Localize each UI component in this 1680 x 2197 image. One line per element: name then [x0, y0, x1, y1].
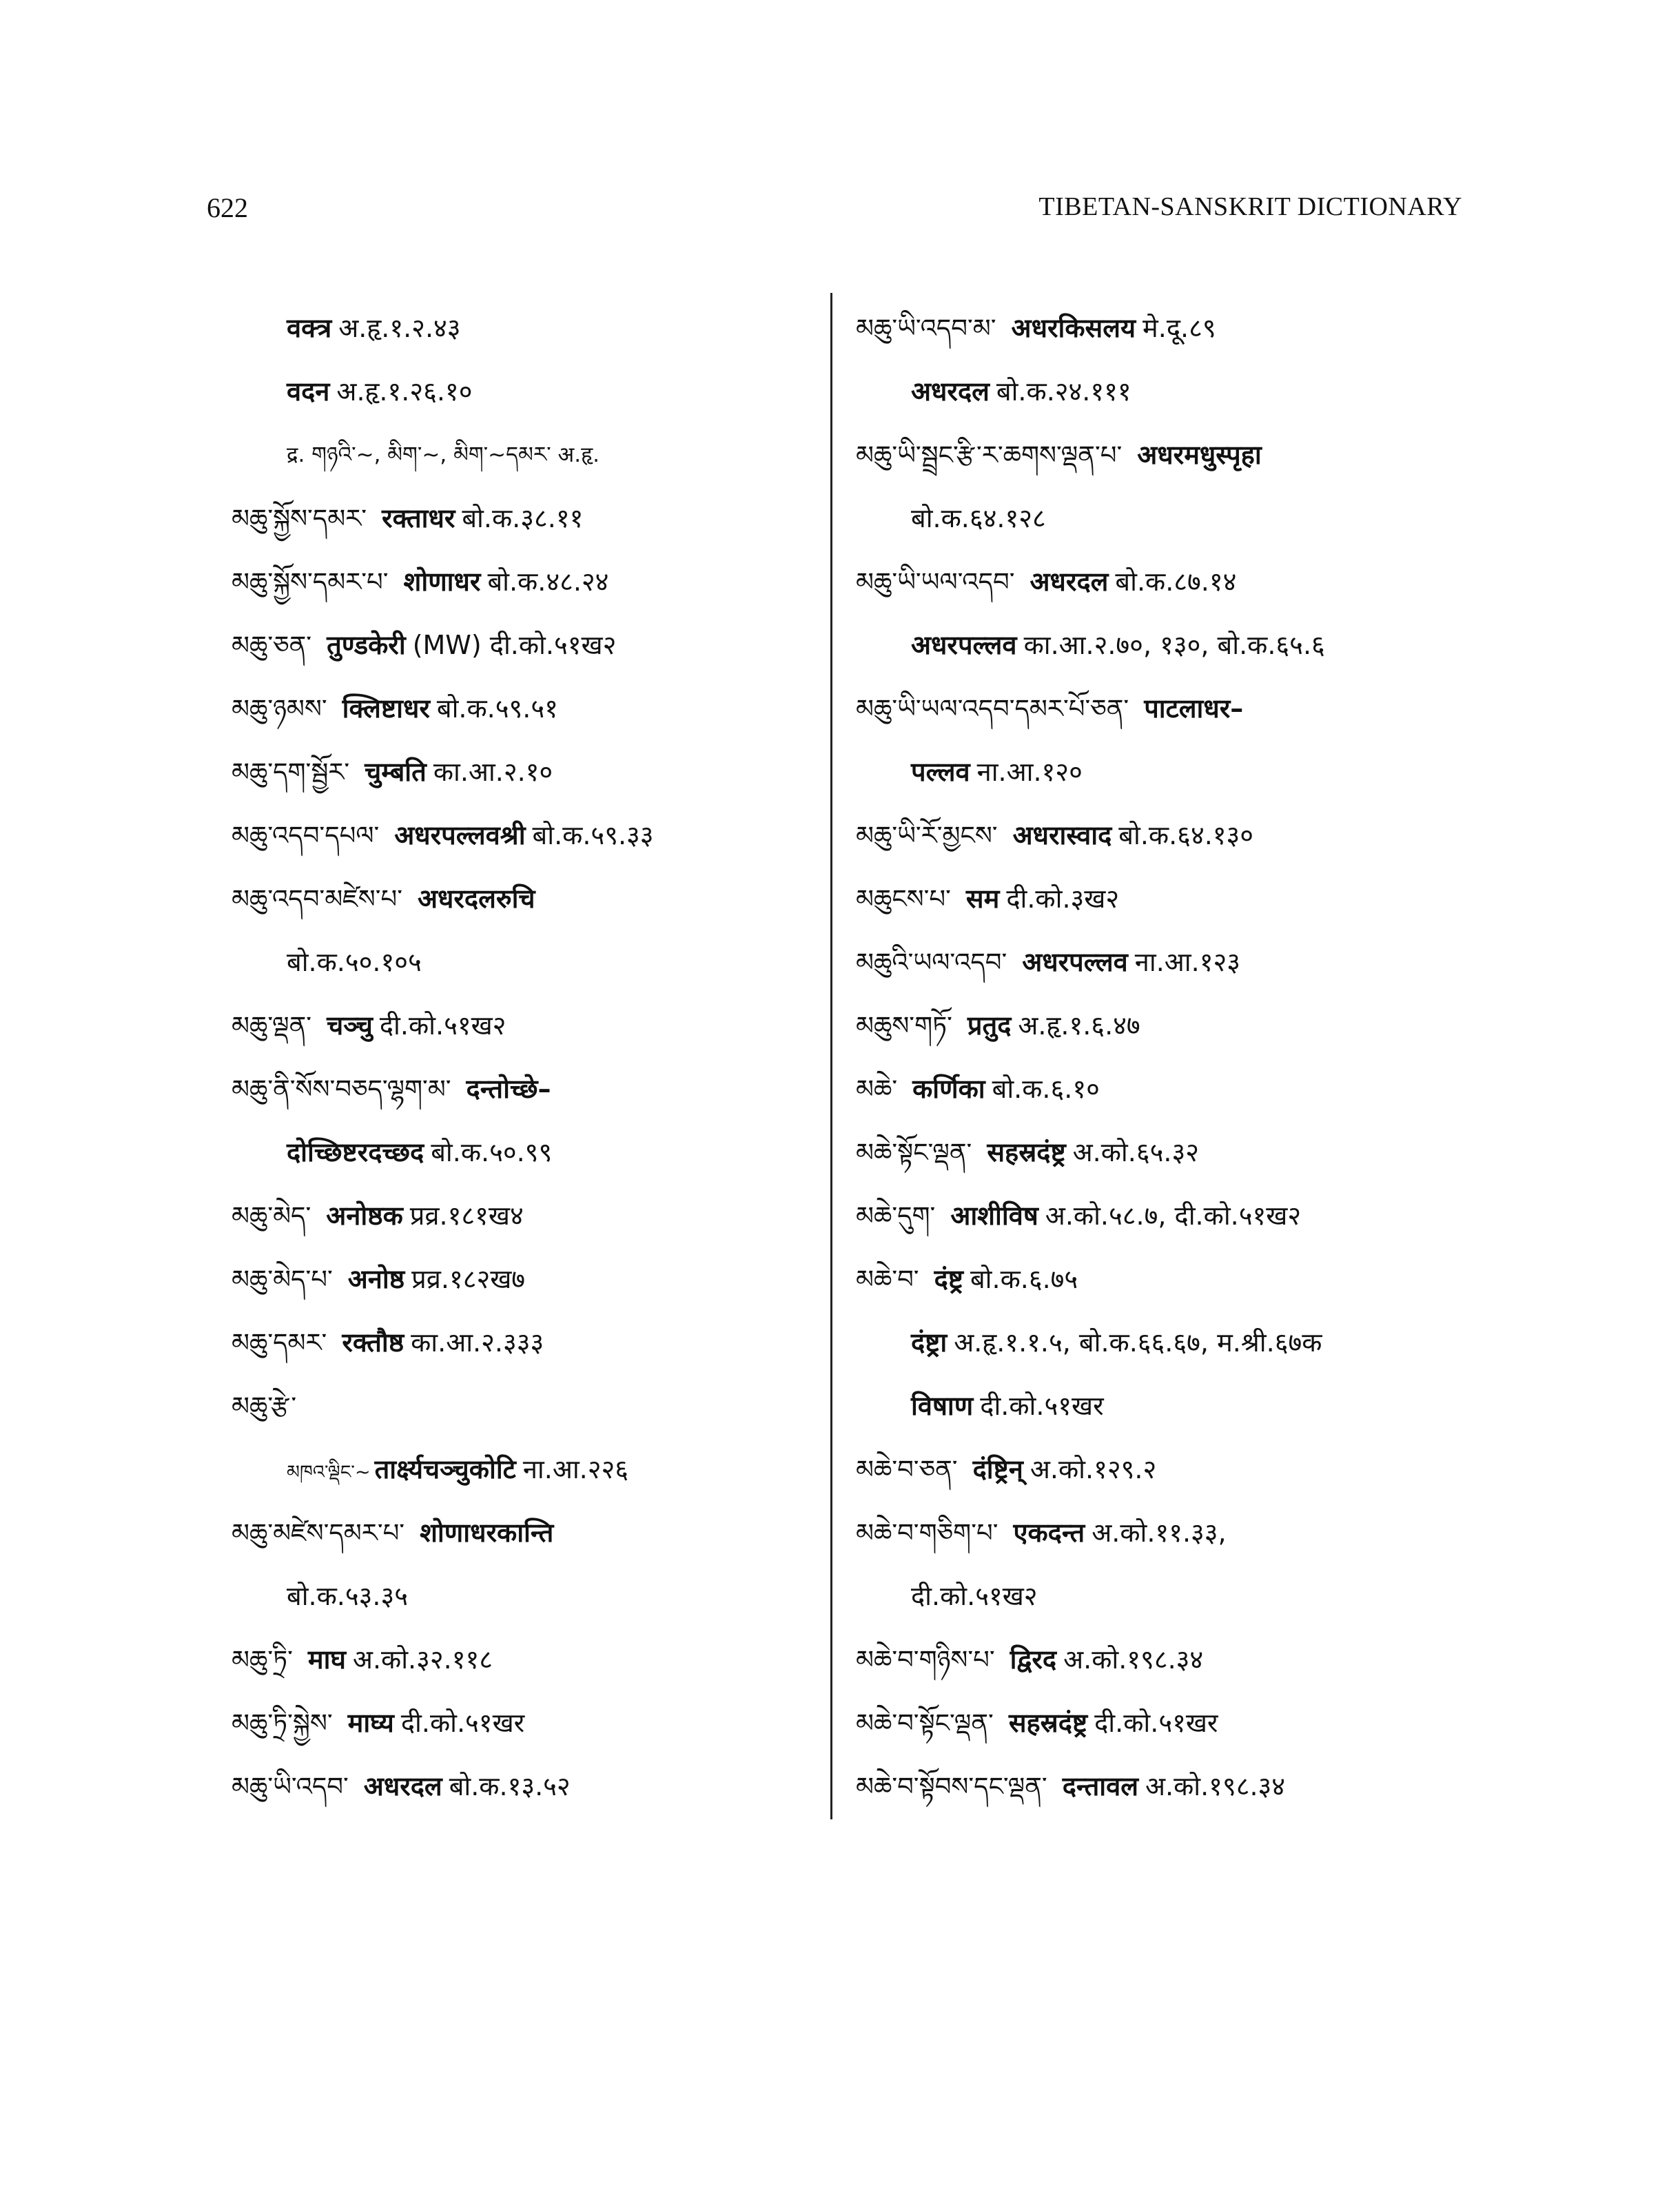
dictionary-entry — [856, 867, 1462, 930]
tibetan-headword: མཆེ་བ་གཉིས་པ་ — [856, 1645, 995, 1675]
dictionary-entry — [856, 360, 1462, 423]
sanskrit-equivalent: अधरपल्लवश्री — [394, 820, 526, 850]
tibetan-headword: མཆུ་དམར་ — [232, 1328, 327, 1358]
source-reference: अ.हृ.१.१.५, बो.क.६६.६७, म.श्री.६७क — [954, 1327, 1322, 1358]
sanskrit-equivalent: सहस्रदंष्ट्र — [987, 1137, 1066, 1167]
source-reference: का.आ.२.१० — [433, 757, 553, 787]
source-reference: अ.हृ.१.२.४३ — [338, 313, 461, 343]
tibetan-headword: མཆུ་མེད་པ་ — [232, 1265, 333, 1294]
source-reference: बो.क.६४.१३० — [1118, 820, 1254, 850]
tibetan-headword: མཆུ་ཡི་སྦྲང་རྩི་ར་ཆགས་ལྡན་པ་ — [856, 440, 1123, 470]
dictionary-entry — [856, 1755, 1462, 1818]
sanskrit-equivalent: अनोष्ठ — [347, 1264, 405, 1294]
sanskrit-equivalent: तार्क्ष्यचञ्चुकोटि — [374, 1454, 516, 1484]
tibetan-headword: མཆུ་ཡི་འདབ་མ་ — [856, 314, 996, 343]
sanskrit-equivalent: रक्ताधर — [382, 503, 455, 533]
source-reference: अ.को.१९८.३४ — [1063, 1644, 1204, 1675]
sanskrit-equivalent: अधरदलरुचि — [417, 883, 535, 914]
sanskrit-equivalent: रक्तौष्ठ — [342, 1327, 404, 1358]
dictionary-entry — [232, 1691, 817, 1755]
dictionary-entry — [856, 1374, 1462, 1438]
tibetan-headword: མཆེ་བ་སྟོབས་དང་ལྡན་ — [856, 1772, 1047, 1801]
tibetan-headword: མཆུངས་པ་ — [856, 884, 951, 914]
tibetan-headword: མཆུ་ཏྲི་ — [232, 1645, 293, 1675]
sanskrit-equivalent: अधरास्वाद — [1012, 820, 1112, 850]
sanskrit-equivalent: दंष्ट्रा — [911, 1327, 947, 1358]
source-reference: बो.क.६.१० — [992, 1074, 1100, 1104]
sanskrit-equivalent: वक्त्र — [287, 313, 332, 343]
tibetan-headword: མཆུ་ལྡན་ — [232, 1011, 312, 1041]
source-reference: ना.आ.२२६ — [522, 1454, 629, 1484]
source-reference: अ.को.५८.७, दी.को.५१ख२ — [1045, 1200, 1302, 1231]
source-reference: अ.को.११.३३, — [1092, 1518, 1227, 1548]
dictionary-entry — [856, 487, 1462, 550]
dictionary-entry — [856, 1247, 1462, 1311]
dictionary-entry — [232, 677, 817, 740]
sanskrit-equivalent: पाटलाधर– — [1144, 693, 1244, 724]
source-reference: प्रव्र.१८१ख४ — [409, 1200, 524, 1231]
source-reference: अ.हृ.१.२६.१० — [336, 376, 473, 407]
sanskrit-equivalent: वदन — [287, 376, 330, 407]
tibetan-headword: མཆུས་གཏོ་ — [856, 1011, 952, 1041]
sanskrit-equivalent: विषाण — [911, 1391, 974, 1421]
dictionary-entry — [856, 550, 1462, 613]
source-reference: बो.क.३८.११ — [462, 503, 584, 533]
source-reference: दी.को.५१खर — [1094, 1708, 1218, 1738]
dictionary-entry — [856, 1184, 1462, 1247]
dictionary-entry — [232, 1564, 817, 1628]
sanskrit-equivalent: कर्णिका — [912, 1074, 985, 1104]
sanskrit-equivalent: चुम्बति — [365, 757, 427, 787]
dictionary-entry — [856, 423, 1462, 487]
dictionary-entry — [232, 1755, 817, 1818]
dictionary-entry — [232, 740, 817, 804]
source-reference: बो.क.४८.२४ — [487, 566, 609, 597]
tibetan-headword: མཆུ་མེད་ — [232, 1201, 311, 1231]
dictionary-entry — [856, 994, 1462, 1057]
source-reference: अ.को.६५.३२ — [1072, 1137, 1199, 1167]
tibetan-headword: མཆེ་སྟོང་ལྡན་ — [856, 1138, 972, 1167]
sanskrit-equivalent: शोणाधर — [403, 566, 481, 597]
sanskrit-equivalent: दन्तावल — [1062, 1771, 1138, 1801]
sanskrit-equivalent: अधरपल्लव — [911, 630, 1017, 660]
source-reference: बो.क.२४.१११ — [996, 376, 1131, 407]
source-reference: (MW) दी.को.५१ख२ — [412, 630, 617, 660]
dictionary-entry — [232, 1438, 817, 1501]
source-reference: का.आ.२.७०, १३०, बो.क.६५.६ — [1023, 630, 1325, 660]
tibetan-headword: མཆེ་དུག་ — [856, 1201, 936, 1231]
right-column — [856, 296, 1462, 1818]
source-reference: बो.क.६४.१२८ — [911, 503, 1046, 533]
dictionary-entry — [232, 1247, 817, 1311]
sanskrit-equivalent: सहस्रदंष्ट्र — [1008, 1708, 1088, 1738]
dictionary-entry — [856, 1628, 1462, 1691]
dictionary-entry — [232, 1057, 817, 1121]
dictionary-entry — [856, 1691, 1462, 1755]
dictionary-entry — [232, 930, 817, 994]
tibetan-headword: མཆུ་འདབ་མཛེས་པ་ — [232, 884, 402, 914]
source-reference: बो.क.५९.५१ — [436, 693, 558, 724]
source-reference: बो.क.८७.१४ — [1115, 566, 1237, 597]
source-reference: अ.को.३२.११८ — [352, 1644, 493, 1675]
source-reference: दी.को.५१ख२ — [379, 1010, 506, 1041]
source-reference: बो.क.५०.१०५ — [287, 947, 422, 977]
source-reference: दी.को.५१ख२ — [911, 1581, 1038, 1611]
tibetan-headword: མཆུ་ཡི་ཡལ་འདབ་དམར་པོ་ཅན་ — [856, 694, 1129, 724]
sanskrit-equivalent: अनोष्ठक — [326, 1200, 403, 1231]
sanskrit-equivalent: माघ — [307, 1644, 346, 1675]
source-reference: बो.क.५९.३३ — [532, 820, 654, 850]
dictionary-entry — [856, 1121, 1462, 1184]
page-number: 622 — [207, 192, 248, 223]
source-reference: अ.को.१२९.२ — [1029, 1454, 1157, 1484]
tibetan-headword: མཆེ་བ་སྟོང་ལྡན་ — [856, 1708, 994, 1738]
source-reference: द्र. གཉའི་~, མིག་~, མིག་~དམར་ अ.हृ. — [287, 442, 600, 467]
dictionary-entry — [856, 1438, 1462, 1501]
source-reference: बो.क.५०.९९ — [431, 1137, 553, 1167]
sanskrit-equivalent: सम — [965, 883, 1000, 914]
source-reference: अ.को.१९८.३४ — [1145, 1771, 1286, 1801]
dictionary-entry — [232, 1184, 817, 1247]
dictionary-entry — [232, 550, 817, 613]
dictionary-entry — [856, 296, 1462, 360]
sanskrit-equivalent: अधरदल — [911, 376, 990, 407]
tibetan-headword: མཆུའི་ཡལ་འདབ་ — [856, 948, 1007, 977]
tibetan-headword: མཆུ་ཉམས་ — [232, 694, 327, 724]
sanskrit-equivalent: अधरदल — [363, 1771, 442, 1801]
dictionary-entry — [232, 487, 817, 550]
dictionary-entry — [232, 1501, 817, 1564]
tibetan-headword: མཆུ་ནི་སོས་བཅད་ལྷག་མ་ — [232, 1074, 451, 1104]
source-reference: मे.दू.८९ — [1143, 313, 1216, 343]
source-reference: बो.क.१३.५२ — [449, 1771, 571, 1801]
dictionary-entry — [232, 994, 817, 1057]
dictionary-entry — [856, 677, 1462, 740]
source-reference: प्रव्र.१८२ख७ — [411, 1264, 526, 1294]
sanskrit-equivalent: तुण्डकेरी — [327, 630, 406, 660]
source-reference: अ.हृ.१.६.४७ — [1018, 1010, 1140, 1041]
sanskrit-equivalent: अधरमधुस्पृहा — [1137, 440, 1262, 470]
dictionary-entry — [232, 1121, 817, 1184]
tibetan-headword: མཆུ་ཡི་ཡལ་འདབ་ — [856, 567, 1015, 597]
sanskrit-equivalent: दंष्ट्रिन् — [972, 1454, 1023, 1484]
tibetan-headword: མཆུ་དག་སྦྱོར་ — [232, 757, 350, 787]
sanskrit-equivalent: दन्तोच्छे– — [466, 1074, 551, 1104]
tibetan-headword: མཆུ་སྐྱོས་དམར་པ་ — [232, 567, 389, 597]
sanskrit-equivalent: दंष्ट्र — [934, 1264, 963, 1294]
column-divider — [830, 293, 832, 1819]
tibetan-headword: མཆུ་ཡི་རོ་མྱངས་ — [856, 821, 998, 850]
tibetan-headword: མཆུ་སྐྱོས་དམར་ — [232, 504, 367, 533]
dictionary-entry — [232, 804, 817, 867]
dictionary-entry — [856, 1564, 1462, 1628]
dictionary-entry — [856, 930, 1462, 994]
sanskrit-equivalent: प्रतुद — [967, 1010, 1012, 1041]
tibetan-headword: མཆུ་ཅན་ — [232, 631, 312, 660]
dictionary-entry — [856, 1311, 1462, 1374]
dictionary-entry — [856, 804, 1462, 867]
sanskrit-equivalent: द्विरद — [1010, 1644, 1057, 1675]
sanskrit-equivalent: एकदन्त — [1013, 1518, 1085, 1548]
sanskrit-equivalent: चञ्चु — [327, 1010, 373, 1041]
source-reference: दी.को.५१खर — [980, 1391, 1104, 1421]
sanskrit-equivalent: माघ्य — [347, 1708, 394, 1738]
source-reference: बो.क.६.७५ — [970, 1264, 1078, 1294]
sanskrit-equivalent: दोच्छिष्टरदच्छद — [287, 1137, 424, 1167]
dictionary-entry — [232, 423, 817, 487]
running-head: TIBETAN-SANSKRIT DICTIONARY — [1038, 192, 1462, 221]
dictionary-entry — [232, 360, 817, 423]
sanskrit-equivalent: पल्लव — [911, 757, 970, 787]
sanskrit-equivalent: अधरकिसलय — [1011, 313, 1136, 343]
tibetan-headword: མཆུ་རྩེ་ — [232, 1391, 297, 1421]
dictionary-entry — [232, 613, 817, 677]
dictionary-entry — [232, 1374, 817, 1438]
tibetan-headword: མཁའ་ལྡིང་~ — [287, 1462, 371, 1483]
sanskrit-equivalent: अधरदल — [1029, 566, 1109, 597]
dictionary-entry — [856, 1501, 1462, 1564]
dictionary-entry — [232, 1311, 817, 1374]
tibetan-headword: མཆེ་བ་གཅིག་པ་ — [856, 1518, 998, 1548]
sanskrit-equivalent: क्लिष्टाधर — [342, 693, 430, 724]
sanskrit-equivalent: शोणाधरकान्ति — [420, 1518, 554, 1548]
tibetan-headword: མཆུ་ཏྲི་སྐྱེས་ — [232, 1708, 333, 1738]
source-reference: बो.क.५३.३५ — [287, 1581, 409, 1611]
tibetan-headword: མཆེ་བ་ཅན་ — [856, 1455, 958, 1484]
dictionary-entry — [856, 740, 1462, 804]
source-reference: का.आ.२.३३३ — [411, 1327, 544, 1358]
dictionary-entry — [232, 1628, 817, 1691]
tibetan-headword: མཆུ་འདབ་དཔལ་ — [232, 821, 380, 850]
tibetan-headword: མཆུ་ཡི་འདབ་ — [232, 1772, 349, 1801]
source-reference: दी.को.३ख२ — [1006, 883, 1120, 914]
dictionary-entry — [856, 613, 1462, 677]
source-reference: ना.आ.१२३ — [1134, 947, 1241, 977]
source-reference: ना.आ.१२० — [976, 757, 1083, 787]
dictionary-entry — [856, 1057, 1462, 1121]
sanskrit-equivalent: आशीविष — [950, 1200, 1038, 1231]
source-reference: दी.को.५१खर — [400, 1708, 525, 1738]
sanskrit-equivalent: अधरपल्लव — [1022, 947, 1128, 977]
tibetan-headword: མཆུ་མཛེས་དམར་པ་ — [232, 1518, 405, 1548]
dictionary-entry — [232, 296, 817, 360]
tibetan-headword: མཆེ་ — [856, 1074, 898, 1104]
tibetan-headword: མཆེ་བ་ — [856, 1265, 919, 1294]
dictionary-entry — [232, 867, 817, 930]
left-column — [232, 296, 817, 1818]
